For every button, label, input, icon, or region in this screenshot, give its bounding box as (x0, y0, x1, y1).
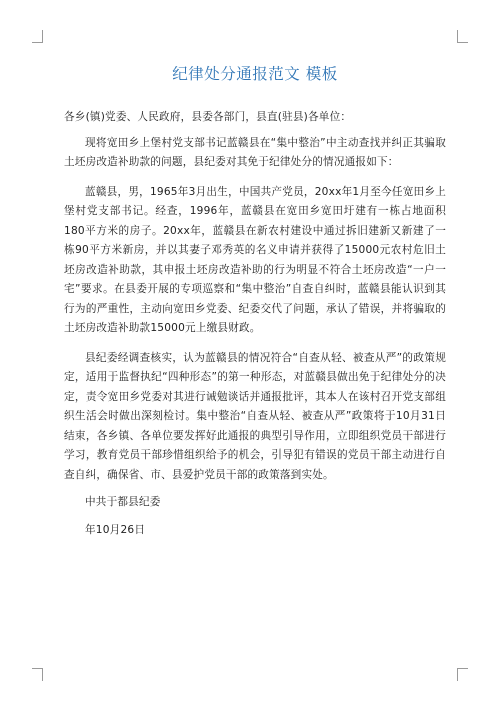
page-corner-mark-top-left (32, 30, 43, 43)
page-corner-mark-bottom-left (32, 668, 43, 681)
salutation: 各乡(镇)党委、人民政府，县委各部门，县直(驻县)各单位： (64, 111, 352, 123)
intro-paragraph: 现将宽田乡上堡村党支部书记蓝赣县在“集中整治”中主动查找并纠正其骗取土坯房改造补助款的问题，县纪委对其免于纪律处分的情况通报如下： (64, 136, 446, 168)
case-details-paragraph: 蓝赣县，男，1965年3月出生，中国共产党员，20xx年1月至今任宽田乡上堡村党支部书记。经查，1996年，蓝赣县在宽田乡宽田圩建有一栋占地面积180平方米的房子。20xx年，蓝赣县在新农村建设中通过拆旧建新又新建了一栋90平方米新房，并以其妻子邓秀英的名义申请并获得了15000元农村危旧土坯房改造补助款，其申报土坯房改造补助的行为明显不符合土坯房改造“一户一宅”要求。在县委开展的专项巡察和“集中整治”自查自纠时，蓝赣县能认识到其行为的严重性，主动向宽田乡党委、纪委交代了问题，承认了错误，并将骗取的土坯房改造补助款15000元上缴县财政。 (64, 185, 446, 334)
document-title: 纪律处分通报范文 模板 (172, 65, 338, 83)
document-page (64, 62, 446, 540)
document-date: 年10月26日 (85, 523, 146, 536)
signature: 中共于都县纪委 (85, 496, 161, 508)
page-corner-mark-bottom-right (457, 668, 468, 681)
decision-paragraph: 县纪委经调查核实，认为蓝赣县的情况符合“自查从轻、被查从严”的政策规定，适用于监督执纪“四种形态”的第一种形态，对蓝赣县做出免于纪律处分的决定，责令宽田乡党委对其进行诫勉谈话并通报批评，其本人在该村召开党支部组织生活会时做出深刻检讨。集中整治“自查从轻、被查从严”政策将于10月31日结束，各乡镇、各单位要发挥好此通报的典型引导作用，立即组织党员干部进行学习，教育党员干部珍惜组织给予的机会，引导犯有错误的党员干部主动进行自查自纠，确保省、市、县爱护党员干部的政策落到实处。 (64, 351, 446, 481)
page-corner-mark-top-right (457, 30, 468, 43)
